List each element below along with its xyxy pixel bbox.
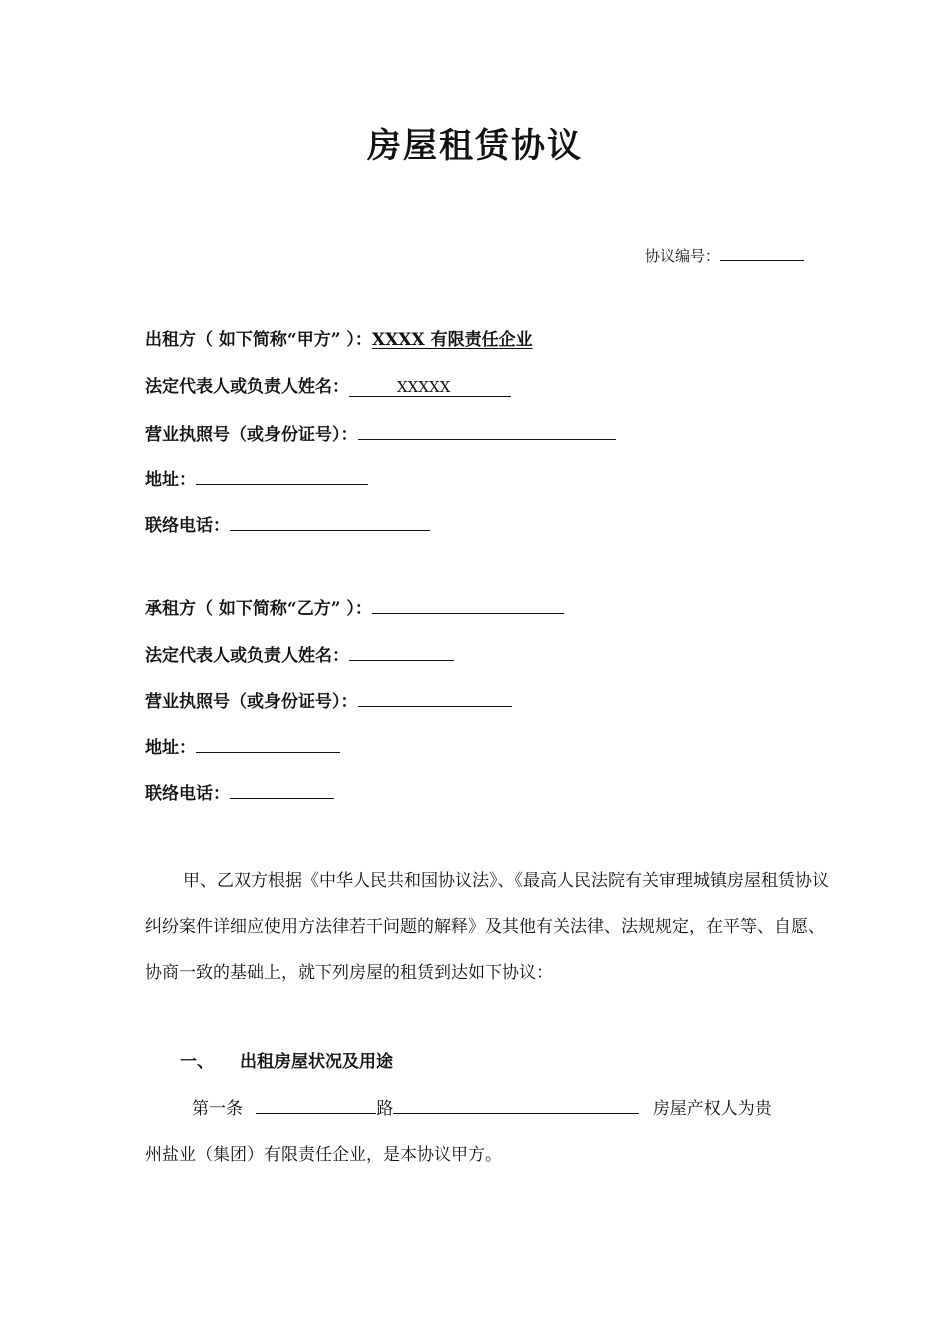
intro-text: 甲、乙双方根据《中华人民共和国协议法》、《最高人民法院有关审理城镇房屋租赁协议纠纷案件详细应使用方法律若干问题的解释》及其他有关法律、法规规定，在平等、自愿、协商一致的基础上，就下列房屋的租赁到达如下协议：: [145, 871, 829, 983]
lessor-rep-name: XXXXX: [397, 378, 451, 396]
lessee-address-line: [145, 733, 340, 758]
article-1-blank-1[interactable]: [256, 1095, 376, 1114]
intro-paragraph: [145, 858, 835, 996]
section-1-title: 出租房屋状况及用途: [240, 1052, 393, 1072]
lessor-license-label: 营业执照号（或身份证号）：: [145, 425, 358, 445]
lessee-license-line: [145, 687, 512, 712]
lessee-phone-line: [145, 779, 334, 804]
lessee-address-label: 地址：: [145, 738, 196, 758]
section-1-heading: [180, 1047, 393, 1072]
contract-number-label: 协议编号：: [645, 247, 721, 265]
lessee-line: [145, 594, 564, 619]
lessor-address-blank[interactable]: [196, 466, 368, 485]
lessee-license-blank[interactable]: [358, 688, 512, 707]
article-1-blank-2[interactable]: [393, 1095, 639, 1114]
article-1-road: 路: [376, 1099, 394, 1119]
lessor-phone-label: 联络电话：: [145, 516, 230, 536]
lessor-rep-label: 法定代表人或负责人姓名：: [145, 377, 349, 397]
lessor-line: [145, 325, 533, 350]
lessor-rep-line: [145, 372, 511, 397]
lessee-rep-label: 法定代表人或负责人姓名：: [145, 646, 349, 666]
article-1-suffix: 房屋产权人为贵: [652, 1099, 772, 1119]
lessee-address-blank[interactable]: [196, 734, 340, 753]
lessor-company: XXXX 有限责任企业: [371, 330, 533, 350]
contract-number: [645, 242, 804, 266]
section-1-number: 一、: [180, 1052, 214, 1072]
article-1-line-2: 州盐业（集团）有限责任企业，是本协议甲方。: [145, 1145, 502, 1165]
article-1-prefix: 第一条: [192, 1099, 243, 1119]
lessor-phone-blank[interactable]: [230, 512, 430, 531]
lessee-license-label: 营业执照号（或身份证号）：: [145, 692, 358, 712]
contract-number-blank[interactable]: [720, 242, 804, 261]
lessee-phone-label: 联络电话：: [145, 784, 230, 804]
lessor-license-blank[interactable]: [358, 421, 616, 440]
lessor-label: 出租方（ 如下简称“甲方” ）：: [145, 330, 372, 350]
document-title: 房屋租赁协议: [367, 126, 583, 166]
lessee-rep-blank[interactable]: [349, 642, 454, 661]
article-1-line-1: [192, 1094, 772, 1119]
lessor-address-label: 地址：: [145, 470, 196, 490]
lessee-rep-line: [145, 641, 454, 666]
lessor-phone-line: [145, 511, 430, 536]
lessee-name-blank[interactable]: [372, 595, 564, 614]
lessor-address-line: [145, 465, 368, 490]
lessee-phone-blank[interactable]: [230, 780, 334, 799]
lessor-rep-value[interactable]: [349, 378, 511, 397]
lessor-license-line: [145, 420, 616, 445]
lessee-label: 承租方（ 如下简称“乙方” ）：: [145, 599, 372, 619]
